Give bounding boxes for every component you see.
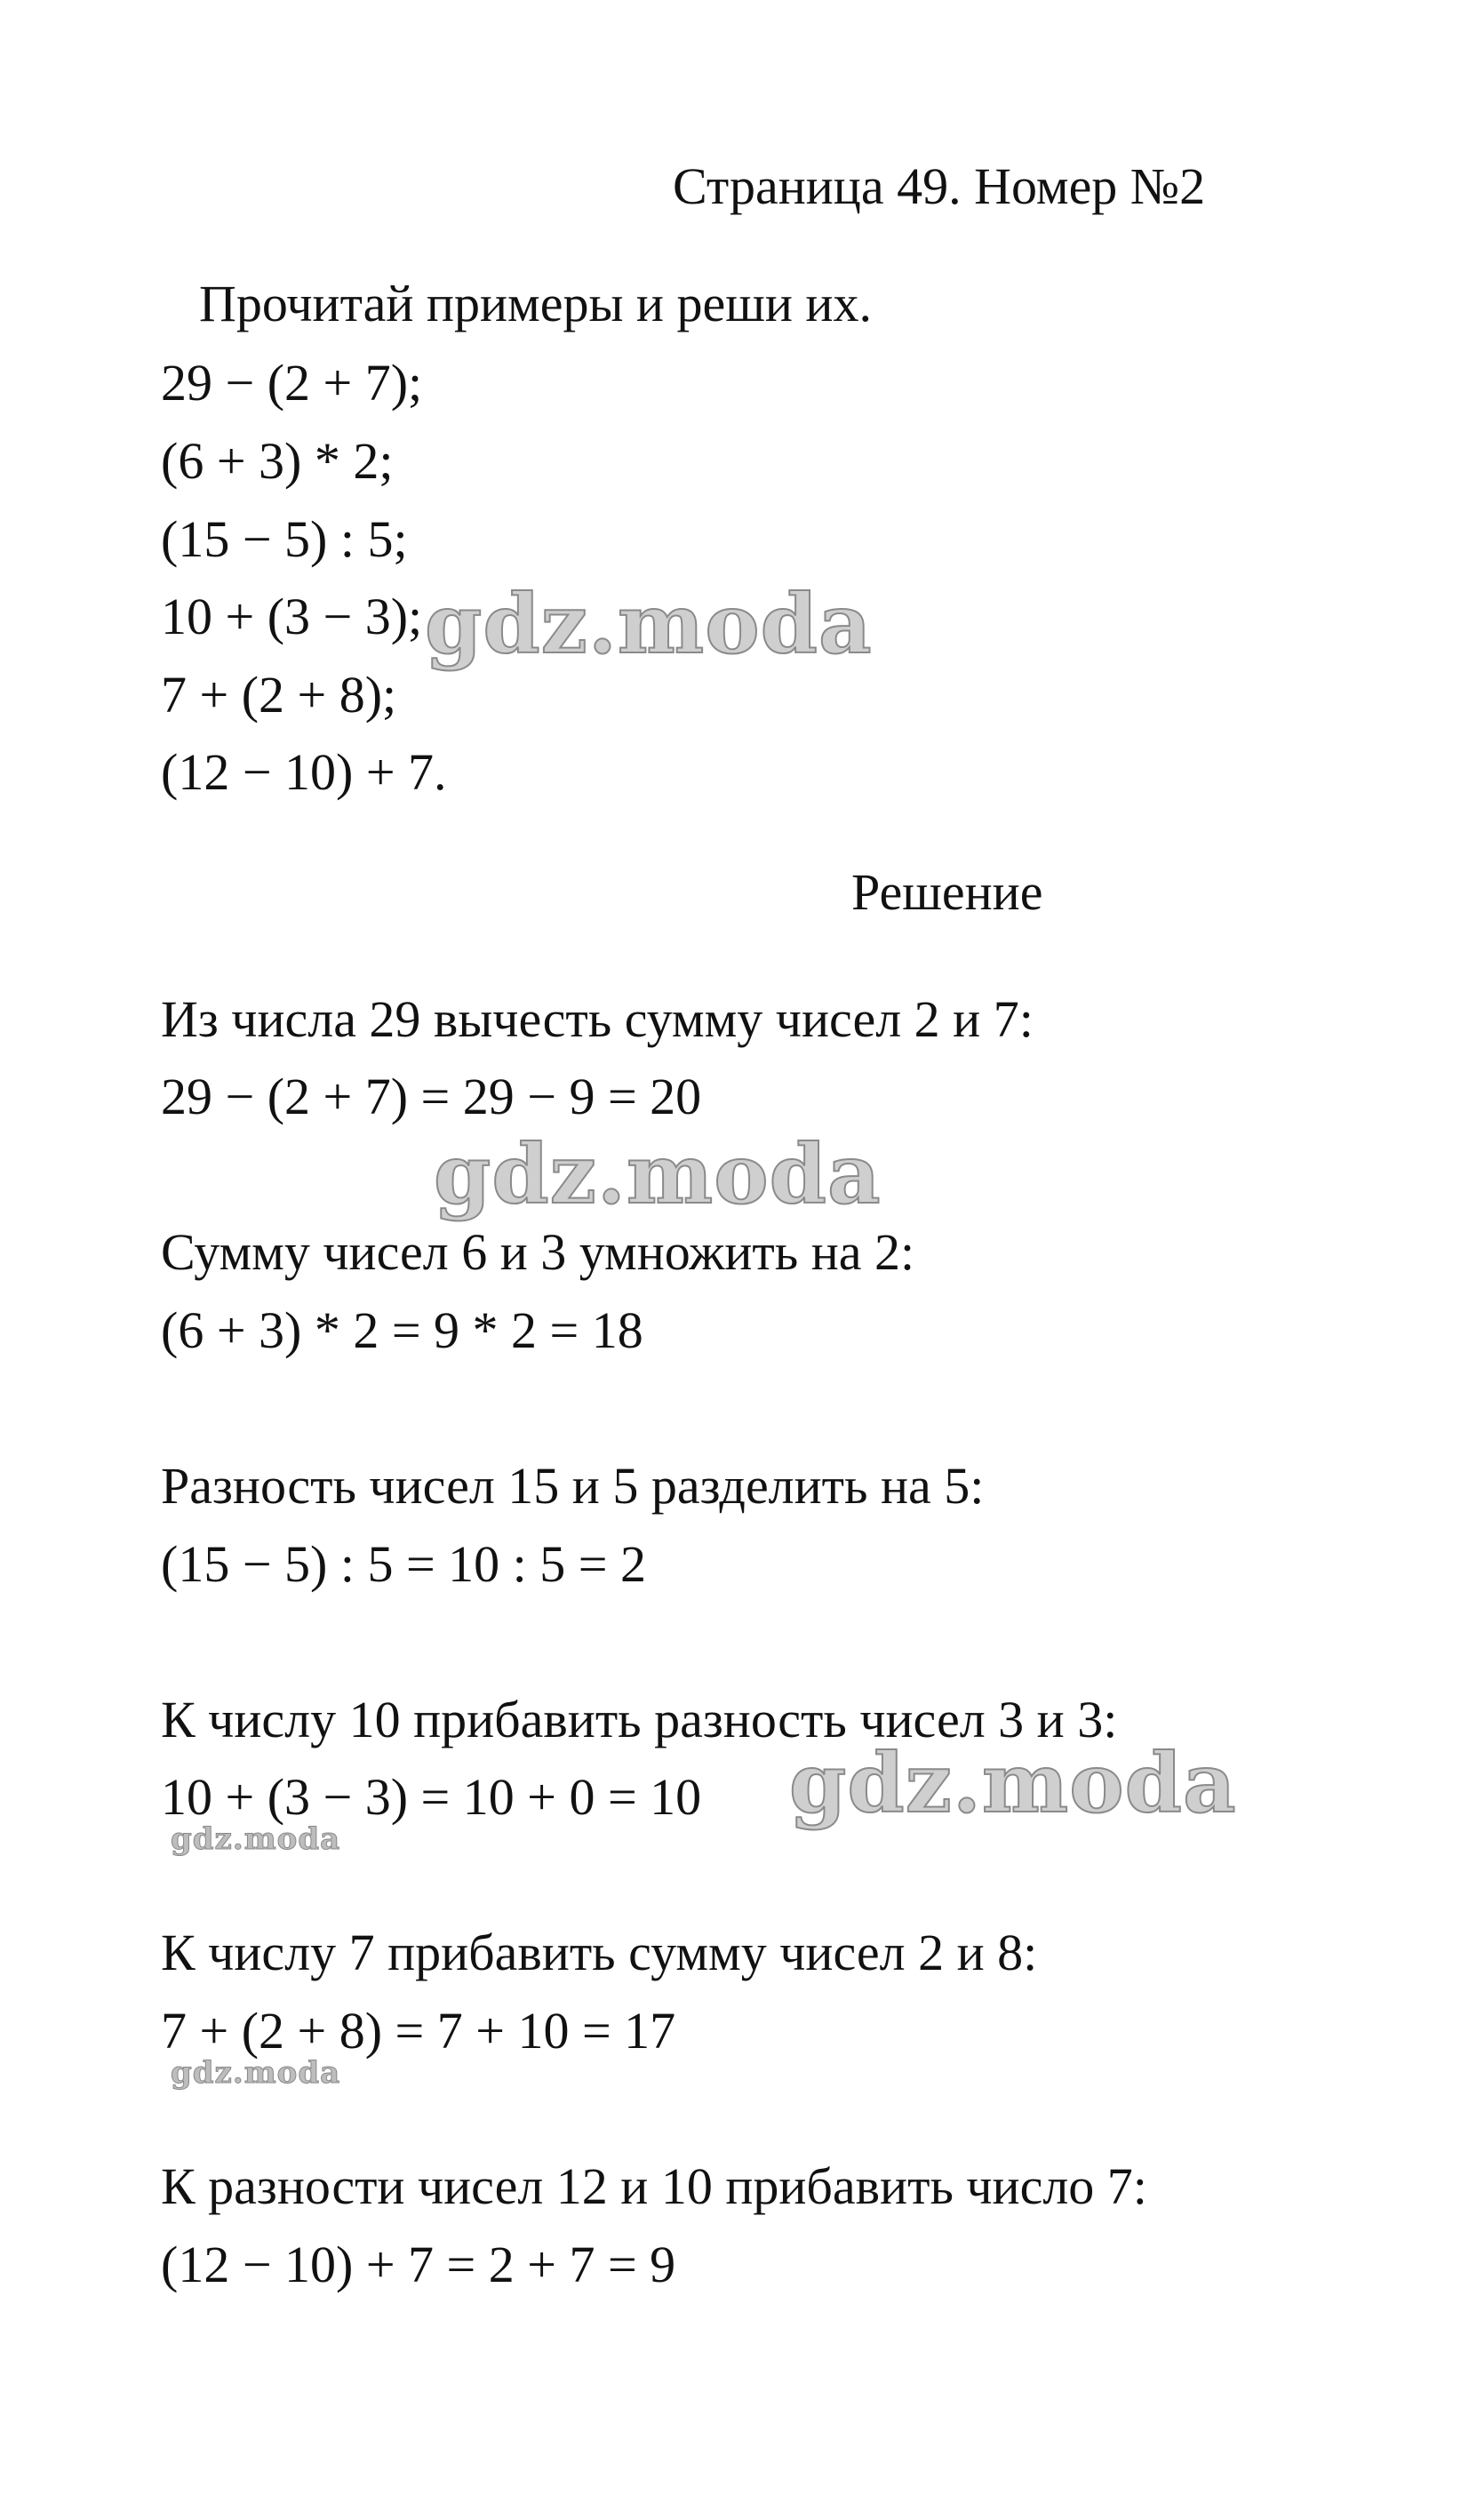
step-4-text: К числу 10 прибавить разность чисел 3 и 3:: [161, 1691, 1118, 1748]
step-2-text: Сумму чисел 6 и 3 умножить на 2:: [161, 1223, 915, 1281]
step-3-expr: (15 − 5) : 5 = 10 : 5 = 2: [161, 1535, 646, 1593]
step-1-text: Из числа 29 вычесть сумму чисел 2 и 7:: [161, 990, 1034, 1048]
example-2: (6 + 3) * 2;: [161, 432, 394, 490]
watermark-small-1: gdz.moda: [171, 1821, 341, 1857]
step-6-text: К разности чисел 12 и 10 прибавить число 7:: [161, 2157, 1147, 2215]
example-6: (12 − 10) + 7.: [161, 743, 447, 801]
watermark-1: gdz.moda: [425, 576, 873, 672]
step-1-expr: 29 − (2 + 7) = 29 − 9 = 20: [161, 1068, 702, 1125]
step-3-text: Разность чисел 15 и 5 разделить на 5:: [161, 1457, 985, 1515]
example-1: 29 − (2 + 7);: [161, 354, 423, 412]
solution-title: Решение: [851, 863, 1043, 921]
example-4: 10 + (3 − 3);: [161, 588, 423, 645]
step-5-expr: 7 + (2 + 8) = 7 + 10 = 17: [161, 2002, 676, 2060]
page-reference: Страница 49. Номер №2: [673, 157, 1206, 215]
watermark-small-2: gdz.moda: [171, 2055, 341, 2091]
watermark-3: gdz.moda: [789, 1735, 1237, 1831]
example-5: 7 + (2 + 8);: [161, 666, 397, 724]
step-2-expr: (6 + 3) * 2 = 9 * 2 = 18: [161, 1301, 643, 1359]
step-6-expr: (12 − 10) + 7 = 2 + 7 = 9: [161, 2236, 676, 2293]
step-5-text: К числу 7 прибавить сумму чисел 2 и 8:: [161, 1924, 1038, 1981]
task-instruction: Прочитай примеры и реши их.: [199, 275, 872, 332]
watermark-2: gdz.moda: [434, 1126, 882, 1222]
example-3: (15 − 5) : 5;: [161, 510, 408, 568]
step-4-expr: 10 + (3 − 3) = 10 + 0 = 10: [161, 1768, 702, 1826]
